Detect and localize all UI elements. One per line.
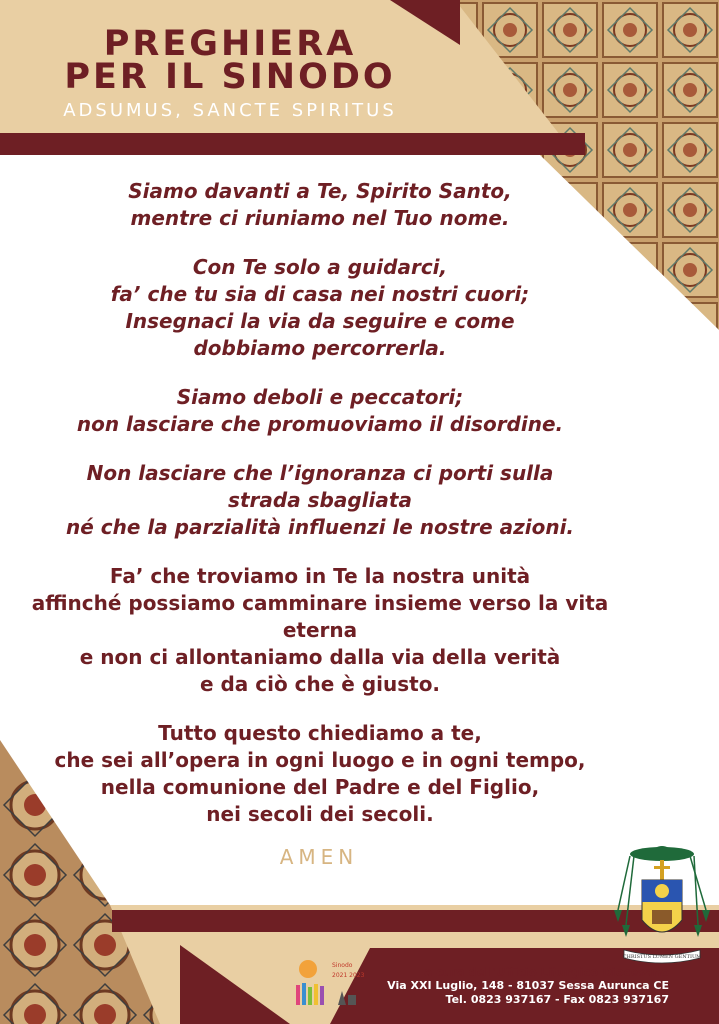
stanza-6: Tutto questo chiediamo a te, che sei all’opera in ogni luogo e in ogni tempo, nella comunione del Padre e del Figlio, nei secoli dei secoli.: [54, 721, 586, 826]
stanza-3: Siamo deboli e peccatori; non lasciare che promuoviamo il disordine.: [76, 385, 564, 436]
title-block: [0, 24, 460, 121]
title-line1: PREGHIERA: [103, 24, 357, 64]
sun-icon: [299, 960, 317, 978]
logo-title: Sinodo: [332, 962, 353, 969]
footer-office: a cura dell'Ufficio Liturgico Diocesano: [424, 965, 669, 979]
synod-logo: [290, 955, 365, 1015]
stanza-1: Siamo davanti a Te, Spirito Santo, mentre ci riuniamo nel Tuo nome.: [128, 179, 512, 230]
footer: [387, 965, 669, 1007]
stanza-5: Fa’ che troviamo in Te la nostra unità affinché possiamo camminare insieme verso la vita eterna e non ci allontaniamo dalla via della verità e da ciò che è giusto.: [31, 564, 609, 696]
amen: AMEN: [279, 845, 359, 869]
bishop-crest-icon: [612, 840, 712, 970]
prayer-text: [0, 178, 640, 850]
footer-address: Via XXI Luglio, 148 - 81037 Sessa Aurunca CE: [387, 979, 669, 992]
crest-motto: CHRISTUS LUMEN GENTIUM: [622, 954, 702, 960]
footer-phone: Tel. 0823 937167 - Fax 0823 937167: [445, 993, 669, 1006]
subtitle: ADSUMUS, SANCTE SPIRITUS: [63, 100, 397, 121]
stanza-2: Con Te solo a guidarci, fa’ che tu sia di casa nei nostri cuori; Insegnaci la via da seguire e come dobbiamo percorrerla.: [110, 255, 530, 360]
stanza-4: Non lasciare che l’ignoranza ci porti sulla strada sbagliata né che la parzialità influenzi le nostre azioni.: [65, 461, 575, 539]
title-line2: PER IL SINODO: [64, 57, 396, 97]
logo-years: 2021 2023: [332, 972, 365, 979]
